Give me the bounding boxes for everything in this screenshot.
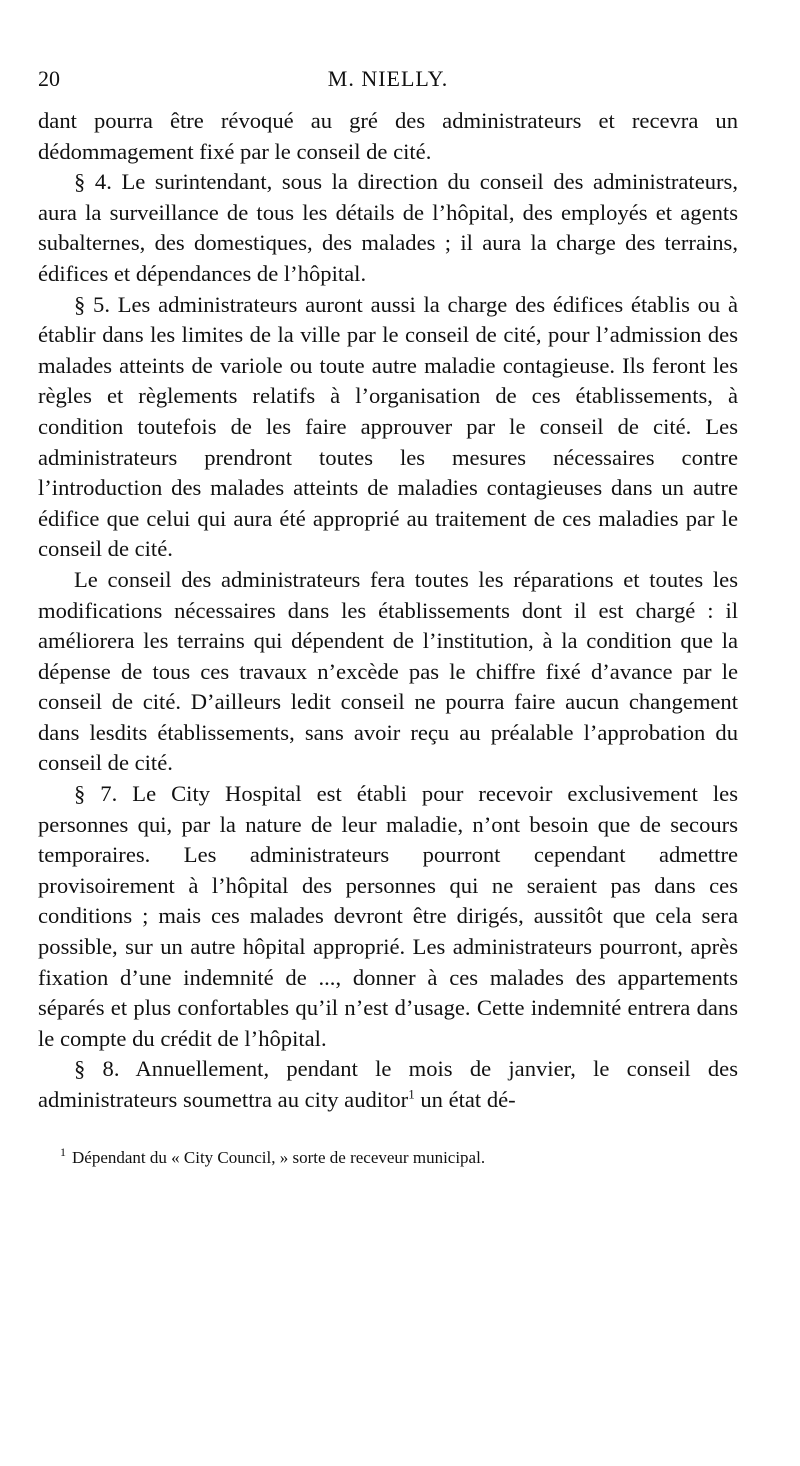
paragraph-section-8-tail: un état dé- bbox=[414, 1087, 516, 1112]
paragraph-section-5: § 5. Les administrateurs auront aussi la charge des édifices établis ou à établir dans les limites de la ville par le conseil de cité, pour l’admission des malades atteints de variole ou toute autre maladie contagieuse. Ils feront les règles et règlements relatifs à l’organisation de ces établissements, à condition toutefois de les faire approuver par le conseil de cité. Les administrateurs prendront toutes les mesures nécessaires contre l’introduction des malades atteints de maladies contagieuses dans un autre édifice que celui qui aura été approprié au traitement de ces maladies par le conseil de cité. bbox=[38, 291, 738, 562]
footnote-mark: 1 bbox=[60, 1144, 66, 1159]
paragraph-section-7: § 7. Le City Hospital est établi pour recevoir exclusivement les personnes qui, par la nature de leur maladie, n’ont besoin que de secours temporaires. Les administrateurs pourront cependant admettre provisoirement à l’hôpital des personnes qui ne seraient pas dans ces conditions ; mais ces malades devront être dirigés, aussitôt que cela sera possible, sur un autre hôpital approprié. Les administrateurs pourront, après fixation d’une indemnité de ..., donner à ces malades des appartements séparés et plus confortables qu’il n’est d’usage. Cette indemnité entrera dans le compte du crédit de l’hôpital. bbox=[38, 781, 738, 1051]
page-header bbox=[38, 66, 738, 106]
paragraph-continuation: dant pourra être révoqué au gré des administrateurs et recevra un dédommagement fixé par le conseil de cité. bbox=[38, 108, 738, 164]
book-page bbox=[38, 66, 738, 1170]
body-text bbox=[38, 106, 738, 1116]
footnote-reference[interactable]: 1 bbox=[408, 1086, 415, 1102]
running-head: M. NIELLY. bbox=[327, 66, 449, 91]
footnote-text: Dépendant du « City Council, » sorte de receveur municipal. bbox=[72, 1147, 486, 1167]
paragraph-section-8-text: § 8. Annuellement, pendant le mois de janvier, le conseil des administrateurs soumettra au city auditor bbox=[38, 1056, 738, 1112]
paragraph-section-4: § 4. Le surintendant, sous la direction du conseil des administrateurs, aura la surveillance de tous les détails de l’hôpital, des employés et agents subalternes, des domestiques, des malades ; il aura la charge des terrains, édifices et dépendances de l’hôpital. bbox=[38, 169, 738, 286]
footnote bbox=[38, 1146, 738, 1170]
paragraph-repairs: Le conseil des administrateurs fera toutes les réparations et toutes les modifications nécessaires dans les établissements dont il est chargé : il améliorera les terrains qui dépendent de l’institution, à la condition que la dépense de tous ces travaux n’excède pas le chiffre fixé d’avance par le conseil de cité. D’ailleurs ledit conseil ne pourra faire aucun changement dans lesdits établissements, sans avoir reçu au préalable l’approbation du conseil de cité. bbox=[38, 566, 738, 776]
page-number: 20 bbox=[38, 66, 60, 91]
paragraph-section-8 bbox=[38, 1054, 738, 1115]
